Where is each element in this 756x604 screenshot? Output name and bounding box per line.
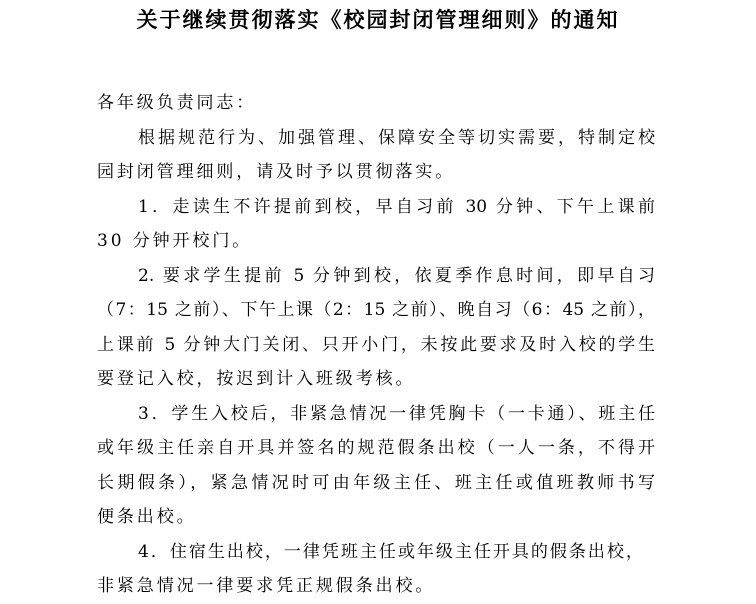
paragraph-line: 要登记入校，按迟到计入班级考核。 — [97, 369, 416, 389]
paragraph-line: 3．学生入校后，非紧急情况一律凭胸卡（一卡通）、班主任 — [138, 403, 655, 424]
paragraph-line: 或年级主任亲自开具并签名的规范假条出校（一人一条，不得开 — [97, 438, 655, 458]
paragraph-line: 根据规范行为、加强管理、保障安全等切实需要，特制定校 — [138, 127, 655, 148]
paragraph-item-4 — [97, 535, 655, 604]
document-body — [97, 86, 655, 604]
paragraph-line: 园封闭管理细则，请及时予以贯彻落实。 — [97, 162, 456, 182]
salutation: 各年级负责同志： — [97, 93, 257, 113]
paragraph-line: 上课前 5 分钟大门关闭、只开小门，未按此要求及时入校的学生 — [97, 334, 655, 355]
paragraph-line: 2. 要求学生提前 5 分钟到校，依夏季作息时间，即早自习 — [138, 265, 655, 286]
paragraph-line: 便条出校。 — [97, 507, 197, 527]
paragraph-item-2 — [97, 259, 655, 397]
paragraph-item-1 — [97, 190, 655, 259]
paragraph-line: 1．走读生不许提前到校，早自习前 30 分钟、下午上课前 — [138, 196, 655, 217]
paragraph-line: 4．住宿生出校，一律凭班主任或年级主任开具的假条出校， — [138, 541, 645, 562]
paragraph-line: 30 分钟开校门。 — [97, 231, 253, 251]
paragraph-line: 长期假条），紧急情况时可由年级主任、班主任或值班教师书写 — [97, 472, 655, 493]
paragraph-line: 非紧急情况一律要求凭正规假条出校。 — [97, 576, 436, 596]
paragraph-item-3 — [97, 397, 655, 535]
paragraph-intro — [97, 121, 655, 190]
document-title: 关于继续贯彻落实《校园封闭管理细则》的通知 — [136, 7, 620, 32]
paragraph-line: （7：15 之前）、下午上课（2：15 之前）、晚自习（6：45 之前）， — [97, 300, 655, 320]
